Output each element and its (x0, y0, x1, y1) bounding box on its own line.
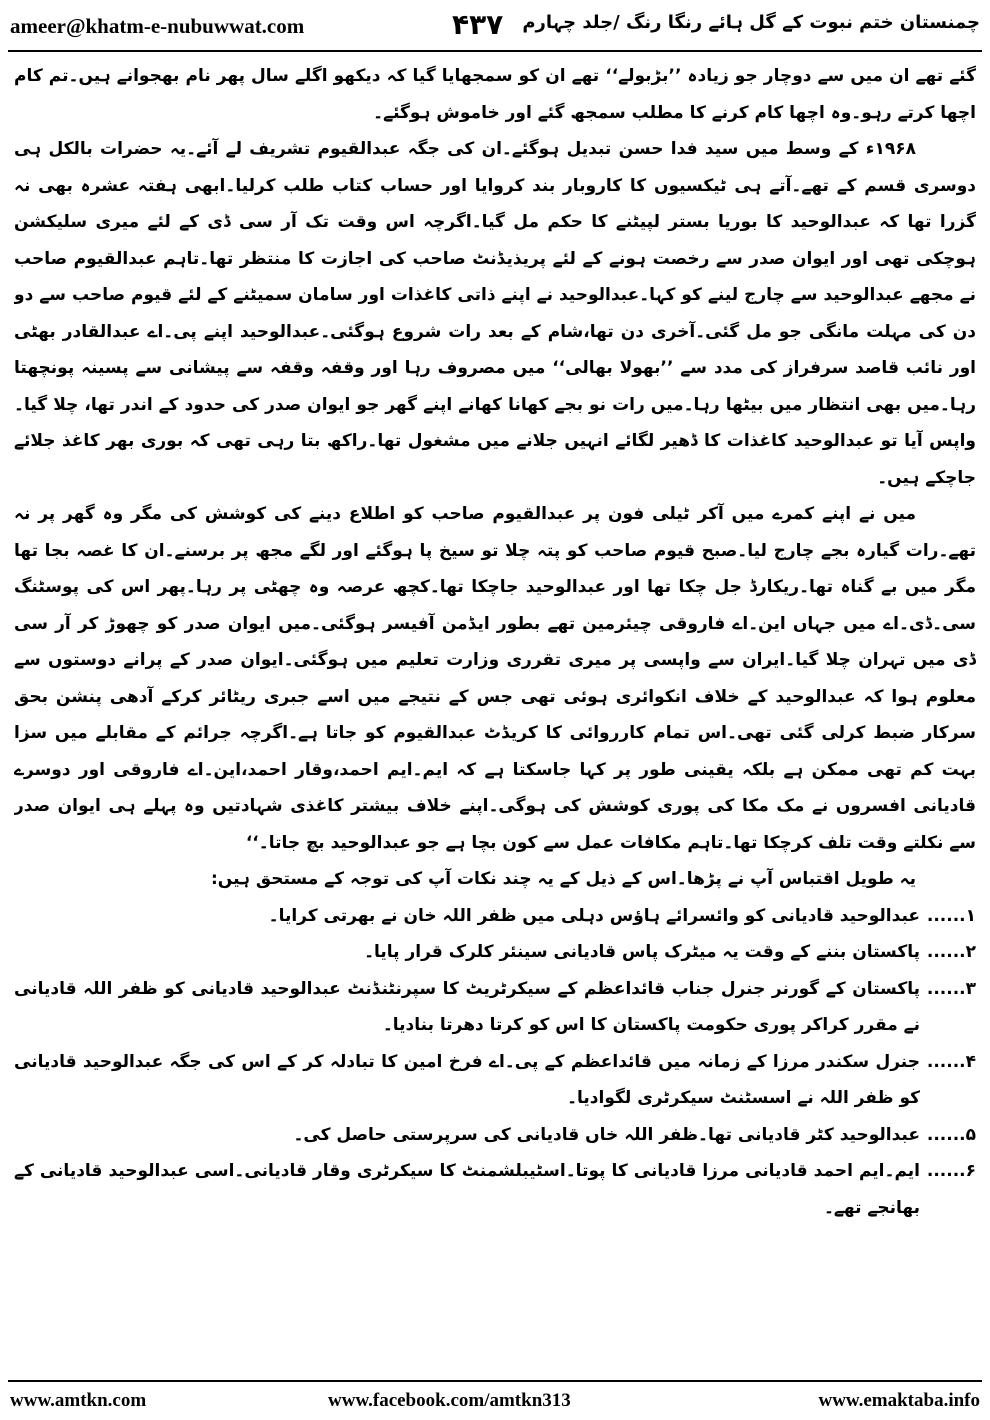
points-intro: یہ طویل اقتباس آپ نے پڑھا۔اس کے ذیل کے یہ چند نکات آپ کی توجہ کے مستحق ہیں: (211, 869, 916, 889)
point-number: ۱...... (926, 905, 976, 926)
paragraph-1: گئے تھے ان میں سے دوچار جو زیادہ ’’بڑبولے‘‘ تھے ان کو سمجھایا گیا کہ دیکھو اگلے سال پھر نام بھجوانے ہیں۔تم کام اچھا کرتے رہو۔وہ اچھا کام کرنے کا مطلب سمجھ گئے اور خاموش ہوگئے۔ (14, 66, 976, 123)
footer-rule (8, 1380, 982, 1382)
point-number: ۳...... (926, 978, 976, 999)
point-item (14, 1153, 976, 1226)
header-email: ameer@khatm-e-nubuwwat.com (10, 14, 305, 38)
footer-link-emaktaba[interactable]: www.emaktaba.info (818, 1390, 980, 1411)
point-item (14, 898, 976, 935)
point-number: ۶...... (926, 1161, 976, 1181)
point-item (14, 1117, 976, 1154)
point-item (14, 1044, 976, 1117)
book-title: چمنستان ختم نبوت کے گل ہائے رنگا رنگ /جلد چہارم (522, 12, 980, 33)
point-number: ۲...... (926, 942, 976, 962)
page-footer (0, 1388, 990, 1418)
point-number: ۴...... (926, 1051, 976, 1072)
page-body (14, 58, 976, 1374)
point-text: ایم۔ایم احمد قادیانی مرزا قادیانی کا پوتا۔اسٹیبلشمنٹ کا سیکرٹری وقار قادیانی۔اسی عبدالوحید قادیانی کے بھانجے تھے۔ (14, 1161, 920, 1218)
point-text: عبدالوحید قادیانی کو وائسرائے ہاؤس دہلی میں ظفر اللہ خان نے بھرتی کرایا۔ (268, 905, 920, 926)
footer-link-amtkn[interactable]: www.amtkn.com (10, 1390, 147, 1411)
paragraph-3: میں نے اپنے کمرے میں آکر ٹیلی فون پر عبدالقیوم صاحب کو اطلاع دینے کی کوشش کی مگر وہ گھر پر نہ تھے۔رات گیارہ بجے چارج لیا۔صبح قیوم صاحب کو پتہ چلا تو سیخ پا ہوگئے اور لگے مجھ پر برسنے۔ان کا غصہ بجا تھا مگر میں بے گناہ تھا۔ریکارڈ جل چکا تھا اور عبدالوحید جاچکا تھا۔کچھ عرصہ وہ چھٹی پر رہا۔پھر اس کی پوسٹنگ سی۔ڈی۔اے میں جہاں این۔اے فاروقی چیئرمین تھے بطور ایڈمن آفیسر ہوگئی۔میں ایوان صدر کو چھوڑ کر آر سی ڈی میں تہران چلا گیا۔ایران سے واپسی پر میری تقرری وزارت تعلیم میں ہوگئی۔ایوان صدر کے پرانے دوستوں سے معلوم ہوا کہ عبدالوحید کے خلاف انکوائری ہوئی تھی جس کے نتیجے میں اسے جبری ریٹائر کرکے آدھی پنشن بحق سرکار ضبط کرلی گئی تھی۔اس تمام کارروائی کا کریڈٹ عبدالقیوم کو جاتا ہے۔اگرچہ جرائم کے مقابلے میں سزا بہت کم تھی ممکن ہے بلکہ یقینی طور پر کہا جاسکتا ہے کہ ایم۔ایم احمد،وقار احمد،این۔اے فاروقی اور دوسرے قادیانی افسروں نے مک مکا کی پوری کوشش کی ہوگی۔اپنے خلاف بیشتر کاغذی شہادتیں وہ پہلے ہی ایوان صدر سے نکلتے وقت تلف کرچکا تھا۔تاہم مکافات عمل سے کون بچا ہے جو عبدالوحید بچ جاتا۔‘‘ (14, 504, 976, 853)
header-rule (8, 50, 982, 52)
footer-link-facebook[interactable]: www.facebook.com/amtkn313 (328, 1390, 571, 1411)
point-text: جنرل سکندر مرزا کے زمانہ میں قائداعظم کے پی۔اے فرخ امین کا تبادلہ کر کے اس کی جگہ عبدالوحید قادیانی کو ظفر اللہ نے اسسٹنٹ سیکرٹری لگوادیا۔ (14, 1051, 920, 1108)
page-header (0, 0, 990, 52)
paragraph-2: ۱۹۶۸ء کے وسط میں سید فدا حسن تبدیل ہوگئے۔ان کی جگہ عبدالقیوم تشریف لے آئے۔یہ حضرات بالکل ہی دوسری قسم کے تھے۔آتے ہی ٹیکسیوں کا کاروبار بند کروایا اور حساب کتاب طلب کرلیا۔ابھی ہفتہ عشرہ بھی نہ گزرا تھا کہ عبدالوحید کا بوریا بستر لپیٹنے کا حکم مل گیا۔اگرچہ اس وقت تک آر سی ڈی کے لئے میری سلیکشن ہوچکی تھی اور ایوان صدر سے رخصت ہونے کے لئے پریذیڈنٹ صاحب کی اجازت کا منتظر تھا۔تاہم عبدالقیوم صاحب نے مجھے عبدالوحید سے چارج لینے کو کہا۔عبدالوحید نے اپنے ذاتی کاغذات اور سامان سمیٹنے کے لئے قیوم صاحب سے دو دن کی مہلت مانگی جو مل گئی۔آخری دن تھا،شام کے بعد رات شروع ہوگئی۔عبدالوحید اپنے پی۔اے عبدالقادر بھٹی اور نائب قاصد سرفراز کی مدد سے ’’بھولا بھالی‘‘ میں مصروف رہا اور وقفہ وقفہ سے پیشانی سے پسینہ پونچھتا رہا۔میں بھی انتظار میں بیٹھا رہا۔میں رات نو بجے کھانا کھانے اپنے گھر جو ایوان صدر کی حدود کے اندر تھا، چلا گیا۔واپس آیا تو عبدالوحید کاغذات کا ڈھیر لگائے انہیں جلانے میں مشغول تھا۔راکھ بتا رہی تھی کہ بوری بھر کاغذ جلائے جاچکے ہیں۔ (14, 139, 976, 488)
point-text: عبدالوحید کٹر قادیانی تھا۔ظفر اللہ خاں قادیانی کی سرپرستی حاصل کی۔ (293, 1124, 920, 1145)
page-number: ۴۳۷ (452, 8, 504, 41)
point-item (14, 934, 976, 971)
point-text: پاکستان بننے کے وقت یہ میٹرک پاس قادیانی سینئر کلرک قرار پایا۔ (364, 942, 920, 962)
point-item (14, 971, 976, 1044)
point-number: ۵...... (926, 1124, 976, 1145)
point-text: پاکستان کے گورنر جنرل جناب قائداعظم کے سیکرٹریٹ کا سپرنٹنڈنٹ عبدالوحید قادیانی کو ظفر اللہ قادیانی نے مقرر کراکر پوری حکومت پاکستان کا اس کو کرتا دھرتا بنادیا۔ (14, 978, 920, 1035)
